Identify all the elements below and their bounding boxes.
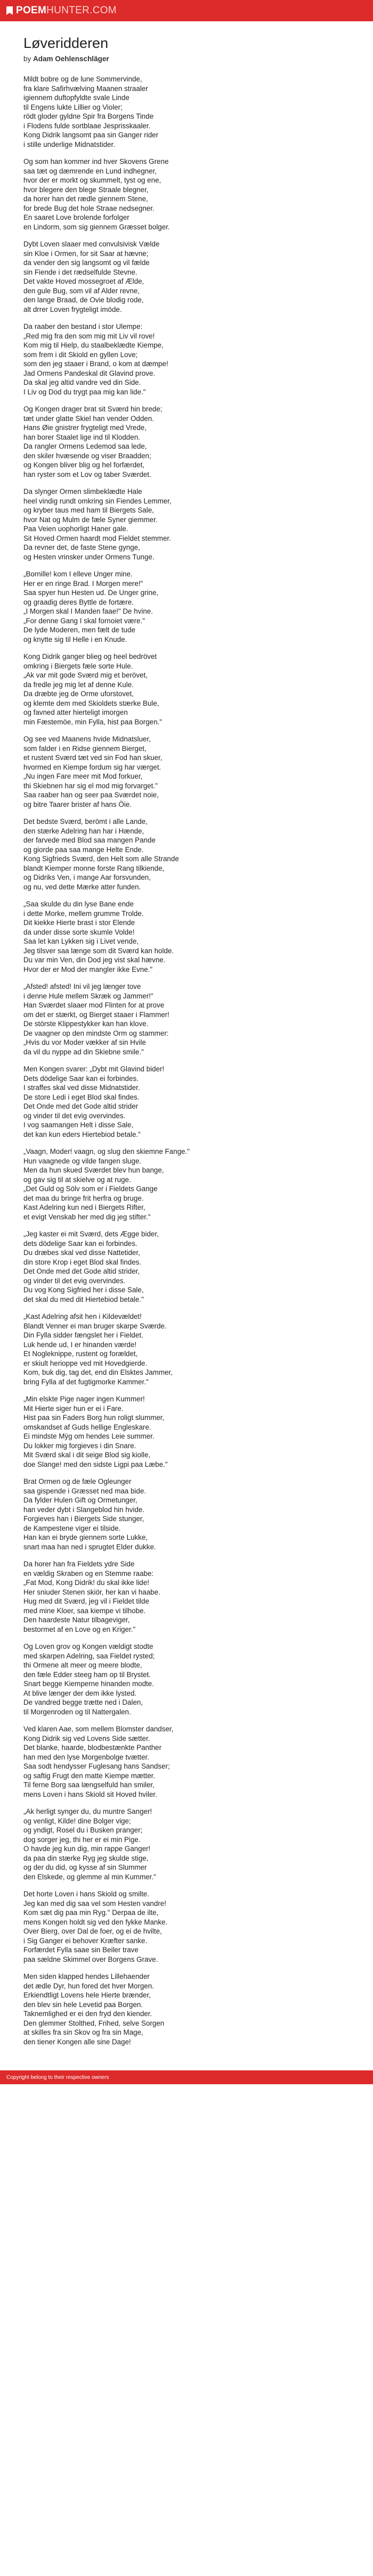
poem-line: Kong Didrik ganger blieg og heel bedrövet (23, 653, 157, 660)
poem-line: „Hvis du vor Moder vækker af sin Hvile (23, 1038, 146, 1046)
poem-line: Ei mindste Mÿg om hendes Leie summer. (23, 1432, 155, 1440)
poem-line: Sit Hoved Ormen haardt mod Fieldet stemmer. (23, 534, 171, 542)
poem-line: „Ak herligt synger du, du muntre Sanger! (23, 1807, 152, 1815)
poem-line: Hans Øie gnistrer frygteligt med Vrede, (23, 424, 147, 432)
poem-line: hvor Nat og Mulm de fæle Syner giemmer. (23, 515, 158, 524)
poem-line: den gule Bug, som vil af Alder revne, (23, 286, 140, 295)
poem-line: Et Nogleknippe, rustent og forældet, (23, 1350, 138, 1358)
poem-line: De store Ledi i eget Blod skal findes. (23, 1093, 140, 1101)
poem-line: der farvede med Blod saa mangen Pande (23, 836, 156, 844)
poem-line: i stille underlige Midnatstider. (23, 140, 115, 148)
poem-line: Forgieves han i Biergets Side stunger, (23, 1515, 144, 1523)
poem-line: Du vog Kong Sigfried her i disse Sale, (23, 1286, 144, 1294)
poem-line: da paa din stærke Ryg jeg skulde stige, (23, 1854, 149, 1862)
poem-line: saa tæt og dæmrende en Lund indhegner, (23, 167, 157, 175)
poem-line: Hist paa sin Faders Borg hun roligt slummer, (23, 1414, 165, 1422)
poem-line: i Sig Ganger ei behover Kræfter sanke. (23, 1936, 148, 1945)
poem-line: mens Kongen holdt sig ved den fykke Manke. (23, 1918, 168, 1926)
poem-line: din store Krop i eget Blod skal findes. (23, 1258, 142, 1266)
poem-line: „Nu ingen Fare meer mit Mod forkuer, (23, 772, 143, 780)
stanza (23, 75, 350, 149)
poem-line: Da horer han fra Fieldets ydre Side (23, 1560, 135, 1568)
poem-line: da fredle jeg mig let af denne Kule. (23, 680, 134, 689)
poem-line: Ved klaren Aae, som mellem Blomster dandser, (23, 1725, 174, 1733)
stanza (23, 817, 350, 891)
poem-line: De lyde Moderen, men fælt de tude (23, 626, 135, 634)
poem-line: Og som han kommer ind hver Skovens Grene (23, 158, 169, 166)
stanza (23, 404, 350, 479)
poem-line: Da rangler Ormens Ledemod saa lede, (23, 442, 147, 450)
poem-line: og graadig deres Byttle de fortære. (23, 598, 134, 606)
poem-line: han veder dybt i Slangeblod hin hvide. (23, 1505, 145, 1514)
poem-line: „Kast Adelring afsit hen i Kildevældet! (23, 1312, 142, 1320)
poem-line: Her sniuder Stenen skiör, her kan vi haabe. (23, 1588, 160, 1596)
logo-main-text: POEM (16, 5, 47, 16)
poem-line: til Engens lukte Lillier og Violer; (23, 103, 123, 111)
poem-line: og klemte dem med Skioldets stærke Bule, (23, 699, 159, 707)
poem-line: De vaagner op den mindste Orm og stammer: (23, 1029, 169, 1037)
poem-line: som frem i dit Skiold en gyllen Love; (23, 350, 138, 359)
poem-line: I vog saamangen Helt i disse Sale, (23, 1121, 134, 1129)
poem-line: mens Loven i hans Skiold sit Hoved hviler. (23, 1790, 157, 1798)
stanza (23, 1147, 350, 1221)
poem-line: Dybt Loven slaaer med convulsivisk Vælde (23, 240, 160, 248)
poem-line: til Morgenroden og til Nattergalen. (23, 1707, 131, 1716)
poem-line: Kast Adelring kun ned i Biergets Rifter, (23, 1203, 145, 1211)
poem-line: Men siden klapped hendes Lillehaender (23, 1972, 150, 1980)
poem-line: han borer Staalet lige ind til Klodden. (23, 433, 140, 441)
poem-line: Din Fylla sidder fængslet her i Fieldet. (23, 1331, 143, 1339)
poem-line: „I Morgen skal I Manden faae!" De hvine. (23, 607, 153, 615)
poem-line: i dette Morke, mellem grumme Trolde. (23, 909, 144, 918)
poem-line: Mit Sværd skal i dit seige Blod sig kiolle, (23, 1451, 151, 1459)
poem-line: Saa spyer hun Hesten ud. De Unger grine, (23, 589, 159, 597)
poem-line: og knytte sig til Helle i en Knude. (23, 635, 127, 643)
poem-body (23, 75, 350, 2046)
poem-line: i denne Hule mellem Skræk og Jammer!" (23, 992, 153, 1000)
poem-line: Da revner det, de faste Stene gynge, (23, 543, 140, 551)
poem-line: Kong Didrik langsomt paa sin Ganger rider (23, 131, 159, 139)
poem-line: da horer han det rædle giennem Stene, (23, 195, 148, 203)
poem-line: At blive længer der dem ikke lysted. (23, 1689, 137, 1697)
poem-line: paa sældne Skimmel over Borgens Grave. (23, 1955, 158, 1963)
poem-line: hvormed en Kiempe fordum sig har værget. (23, 763, 161, 771)
stanza (23, 1394, 350, 1469)
site-footer (0, 2070, 373, 2084)
poem-content (0, 21, 373, 2065)
poem-line: omkring i Biergets fæle sorte Hule. (23, 662, 133, 670)
poem-line: sin Kloe i Ormen, for sit Saar at hævne; (23, 249, 149, 258)
poem-line: Du lokker mig forgieves i din Snare. (23, 1441, 136, 1450)
poem-line: Du dræbes skal ved disse Nattetider, (23, 1249, 140, 1257)
poem-line: Du var min Ven, din Dod jeg vist skal hævne. (23, 956, 166, 964)
poem-line: at skilles fra sin Skov og fra sin Mage, (23, 2028, 143, 2036)
poem-line: det kan kun eders Hiertebiod betale." (23, 1130, 141, 1138)
poem-line: doe Slange! med den sidste Ligpi paa Læbe." (23, 1460, 168, 1468)
stanza (23, 1477, 350, 1551)
poem-line: den Elskede, og glemme al min Kummer." (23, 1872, 156, 1881)
poem-line: det maa du bringe frit herfra og bruge. (23, 1194, 144, 1202)
stanza (23, 1889, 350, 1964)
poem-line: og Kongen bliver blig og hel forfærdet, (23, 461, 145, 469)
stanza (23, 1064, 350, 1139)
poem-line: „Det Guld og Sölv som er i Fieldets Gange (23, 1185, 158, 1193)
poem-line: og Didriks Ven, i mange Aar forsvunden, (23, 873, 151, 881)
stanza (23, 487, 350, 562)
poem-line: saa gispende i Græsset ned maa bide. (23, 1487, 147, 1495)
poem-line: I straffes skal ved disse Midnatstider. (23, 1084, 140, 1092)
poem-line: alt drrer Loven frygteligt imöde. (23, 305, 122, 313)
poem-line: Men Kongen svarer: „Dybt mit Glavind bider! (23, 1065, 165, 1073)
poem-line: da under disse sorte skumle Volde! (23, 928, 135, 936)
poem-line: Den haardeste Natur tilbageviger, (23, 1616, 130, 1624)
poem-line: med mine Kloer, saa kiempe vi tilhobe. (23, 1606, 146, 1615)
poem-line: og giorde paa saa mange Helte Ende. (23, 845, 144, 854)
poem-line: Snart begge Kiemperne hinanden modte. (23, 1680, 154, 1688)
stanza (23, 652, 350, 726)
poem-line: Og Loven grov og Kongen vældigt stodte (23, 1642, 153, 1650)
poem-line: dets dödelige Saar kan ei forbindes. (23, 1239, 137, 1248)
bookmark-icon (6, 6, 13, 15)
poem-line: i Flodens fulde sortblaae Jesprisskaaler. (23, 121, 151, 130)
poem-line: Og see ved Maanens hvide Midnatsluer, (23, 735, 151, 743)
poem-line: Kong Didrik sig ved Lovens Side sætter. (23, 1734, 150, 1743)
poem-line: om det er stærkt, og Bierget staaer i Flammer! (23, 1010, 169, 1019)
poem-line: thi Skiebnen har sig el mod mig forvarget." (23, 781, 158, 790)
poem-line: sin Fiende i det rædselfulde Stevne. (23, 268, 137, 276)
poem-line: Dit kiekke Hierte brast i stor Elende (23, 919, 135, 927)
poem-line: den fæle Edder steeg ham op til Brystet. (23, 1670, 151, 1679)
poem-byline (23, 55, 350, 63)
poem-line: „Vaagn, Moder! vaagn, og slug den skiemne Fange." (23, 1147, 190, 1155)
stanza (23, 1807, 350, 1881)
poem-line: Taknemlighed er ei den fryd den kiender. (23, 2010, 152, 2018)
logo-accent-text: HUNTER.COM (46, 5, 117, 16)
by-label: by (23, 55, 31, 63)
poem-line: fra klare Safirhvælving Maanen straaler (23, 84, 148, 93)
poem-line: Mit Hierte siger hun er ei i Fare. (23, 1404, 124, 1413)
poem-line: og yndigt, Rosel du i Busken pranger; (23, 1826, 143, 1834)
poem-line: omskandset af Guds hellige Engleskare. (23, 1423, 151, 1431)
poem-line: I Liv og Dod du trygt paa mig kan lide." (23, 387, 146, 396)
poem-line: „Fat Mod, Kong Didrik! du skal ikke lide! (23, 1579, 149, 1587)
stanza (23, 157, 350, 232)
poem-line: heel vindig rundt omkring sin Fiendes Lemmer, (23, 497, 172, 505)
poem-line: og saftig Frugt den matte Kiempe mætter. (23, 1771, 156, 1780)
poem-line: og bitre Taarer brister af hans Öie. (23, 800, 132, 808)
poem-line: Da skal jeg altid vandre ved din Side. (23, 378, 141, 386)
poem-line: „Saa skulde du din lyse Bane ende (23, 900, 134, 908)
poem-line: Da fylder Hulen Gift og Ormetunger, (23, 1496, 137, 1504)
poem-line: han ryster som et Lov og taber Sværdet. (23, 470, 151, 478)
poem-line: Kom mig til Hielp, du staalbeklædte Kiempe, (23, 341, 164, 349)
poem-line: De vandred begge trætte ned i Dalen, (23, 1698, 143, 1706)
poem-line: Jad Ormens Pandeskal dit Glavind prove. (23, 369, 156, 377)
poem-line: Kong Sigfrieds Sværd, den Helt som alle Strande (23, 855, 179, 863)
poem-line: med skarpen Adelring, saa Fieldet rysted; (23, 1652, 155, 1660)
poem-line: Jeg tilsver saa længe som dit Sværd kan holde. (23, 946, 174, 955)
poem-line: Det Onde med det Gode altid strider, (23, 1267, 140, 1275)
poem-line: Da dræbte jeg de Orme uforstovet, (23, 690, 134, 698)
poem-line: som den jeg staaer i Brand, o kom at dæmpe! (23, 360, 168, 368)
poem-line: de Kampestene viger ei tilside. (23, 1524, 121, 1532)
poem-line: Her er en ringe Brad. I Morgen mere!" (23, 579, 143, 588)
poem-line: den tiener Kongen alle sine Dage! (23, 2037, 131, 2046)
poem-line: Kom, buk dig, tag det, end din Elsktes Jammer, (23, 1368, 173, 1376)
poem-line: Det blanke, haarde, blodbestænkte Panther (23, 1744, 162, 1752)
poem-line: Det Onde med det Gode altid strider (23, 1102, 139, 1110)
poem-line: Blandt Venner ei man bruger skarpe Sværde. (23, 1322, 167, 1330)
poem-line: det skal du med dit Hiertebiod betale." (23, 1295, 144, 1303)
poem-line: en Lindorm, som sig giennem Græsset bolger. (23, 222, 170, 231)
author-name[interactable]: Adam Oehlenschläger (33, 55, 109, 63)
poem-line: Og Kongen drager brat sit Sværd hin brede; (23, 405, 163, 413)
poem-line: Da raaber den bestand i stor Ulempe: (23, 323, 143, 331)
poem-line: en vældig Skraben og en Stemme raabe: (23, 1569, 154, 1578)
poem-title: Løveridderen (23, 35, 109, 51)
poem-line: Det vakte Hoved mossegroet af Ælde, (23, 277, 144, 285)
poem-line: „Afsted! afsted! Ini vil jeg længer tove (23, 982, 141, 990)
poem-line: Den glemmer Stolthed, Frihed, selve Sorgen (23, 2019, 165, 2027)
site-logo[interactable] (6, 5, 117, 16)
poem-line: da vil du nyppe ad din Skiebne smile." (23, 1047, 144, 1056)
copyright-text: Copyright belong to their respective owners (6, 2074, 109, 2080)
poem-line: Til ferne Borg saa længselfuld han smiler, (23, 1781, 155, 1789)
stanza (23, 734, 350, 809)
poem-line: Over Bierg, over Dal de foer, og ei de hvilte, (23, 1927, 162, 1935)
poem-line: hvor blegere den blege Straale blegner, (23, 185, 149, 194)
poem-line: bring Fylla af det fugtigmorke Kammer." (23, 1377, 149, 1386)
poem-line: Det horte Loven i hans Skiold og smilte. (23, 1890, 149, 1898)
poem-line: Brat Ormen og de fæle Ogleunger (23, 1477, 132, 1485)
stanza (23, 1312, 350, 1386)
poem-line: „Bornille! kom I elleve Unger mine. (23, 570, 133, 578)
poem-line: rödt gloder gyldne Spir fra Borgens Tinde (23, 112, 154, 120)
poem-line: og vinder til det evig overvindes. (23, 1111, 126, 1120)
poem-line: blandt Kiemper monne forste Rang tilkiende, (23, 864, 165, 872)
poem-line: og venligt, Kilde! dine Bolger vige; (23, 1817, 131, 1825)
poem-line: et rustent Sværd tæt ved sin Fod han skuer, (23, 754, 163, 762)
poem-line: og nu, ved dette Mærke atter funden. (23, 882, 141, 891)
poem-line: den skiler hvæsende og viser Braadden; (23, 451, 151, 460)
poem-line: han med den lyse Morgenbolge tvætter. (23, 1753, 149, 1761)
poem-line: Jeg kan med dig saa vel som Hesten vandre! (23, 1899, 166, 1908)
poem-line: Luk hende ud, I er hinanden værde! (23, 1340, 137, 1349)
poem-line: Paa Veien uophorligt Haner gale. (23, 525, 128, 533)
poem-line: Dets dödelige Saar kan ei forbindes. (23, 1074, 139, 1083)
poem-line: og favned atter hierteligt imorgen (23, 708, 128, 716)
poem-line: og der du did, og kysse af sin Slummer (23, 1863, 147, 1871)
poem-line: En saaret Love brolende forfolger (23, 213, 129, 221)
stanza (23, 1229, 350, 1304)
poem-line: Hvor der er Mod der mangler ikke Evne." (23, 965, 153, 973)
poem-line: Saa raaber han og seer paa Sværdet noie, (23, 791, 159, 799)
poem-line: den blev sin hele Levetid paa Borgen. (23, 2000, 143, 2009)
poem-line: Kom sæt dig paa min Ryg." Derpaa de ilte, (23, 1909, 159, 1917)
poem-line: „Ak var mit gode Sværd mig et berövet, (23, 671, 148, 679)
poem-line: Mildt bobre og de lune Sommervinde, (23, 75, 142, 83)
poem-line: Saa let kan Lykken sig i Livet vende, (23, 937, 139, 945)
poem-line: min Fæstemöe, min Fylla, hist paa Borgen." (23, 717, 163, 726)
poem-line: og vinder til det evig overvindes. (23, 1276, 126, 1285)
poem-line: den lange Braad, de Ovie blodig rode, (23, 296, 144, 304)
poem-line: den stærke Adelring han har i Hænde, (23, 827, 144, 835)
poem-line: og Hesten vrinsker under Ormens Tunge. (23, 552, 155, 561)
poem-line: „For denne Gang I skal fornoiet være." (23, 616, 145, 625)
poem-line: Hun vaagnede og vilde fangen sluge. (23, 1157, 142, 1165)
poem-line: Han kan ei bryde giennem sorte Lukke, (23, 1533, 148, 1541)
poem-line: snart maa han ned i sprugtet Elder dukke. (23, 1542, 156, 1551)
poem-line: Hug med dit Sværd, jeg vil i Fieldet tilde (23, 1597, 149, 1605)
stanza (23, 1972, 350, 2046)
stanza (23, 982, 350, 1056)
poem-line: thi Ormene alt meer og meere blodte, (23, 1661, 142, 1669)
poem-line: „Min elskte Pige nager ingen Kummer! (23, 1395, 145, 1403)
poem-line: Men da hun skued Sværdet blev hun bange, (23, 1166, 164, 1174)
poem-line: og kryber taus med ham til Biergets Sale, (23, 506, 154, 514)
poem-line: et evigt Venskab her med dig jeg stifter." (23, 1212, 151, 1221)
poem-line: som falder i en Ridse giennem Bierget, (23, 744, 147, 753)
poem-line: igiennem duftopfyldte svale Linde (23, 94, 129, 102)
poem-line: er skiult herioppe ved mit Hovedgierde. (23, 1359, 148, 1367)
stanza (23, 899, 350, 974)
poem-line: tæt under glatte Skiel han vender Odden. (23, 414, 154, 423)
stanza (23, 322, 350, 397)
poem-line: og gav sig til at skielve og at ruge. (23, 1175, 131, 1184)
poem-line: O havde jeg kun dig, min rappe Ganger! (23, 1845, 151, 1853)
poem-line: Saa sodt hendysser Fuglesang hans Sandser; (23, 1762, 170, 1770)
poem-line: „Red mig fra den som mig mit Liv vil rove! (23, 332, 155, 340)
site-header (0, 0, 373, 21)
poem-line: De störste Klippestykker kan han klove. (23, 1020, 149, 1028)
poem-line: for brede Bug det hole Straae nedsegner. (23, 204, 155, 212)
poem-line: Han Sværdet slaaer mod Flinten for at prove (23, 1001, 165, 1009)
stanza (23, 1724, 350, 1799)
poem-line: hvor der er morkt og skummelt, tyst og ene, (23, 176, 161, 184)
poem-line: dog sorger jeg, thi her er ei min Pige. (23, 1835, 141, 1844)
poem-line: Erkiendtligt Lovens hele Hierte brænder, (23, 1991, 151, 1999)
poem-line: Da slynger Ormen slimbeklædte Hale (23, 488, 142, 496)
stanza (23, 569, 350, 644)
poem-line: „Jeg kaster ei mit Sværd, dets Ægge bider, (23, 1230, 159, 1238)
poem-line: det ædle Dyr, hun fored det hver Morgen. (23, 1981, 154, 1990)
poem-line: da vender den sig langsomt og vil fælde (23, 259, 150, 267)
stanza (23, 1642, 350, 1716)
stanza (23, 240, 350, 314)
poem-line: Det bedste Sværd, berömt i alle Lande, (23, 818, 148, 825)
poem-line: bestormet af en Love og en Kriger." (23, 1625, 136, 1633)
poem-line: Forfærdet Fylla saae sin Beiler trave (23, 1946, 139, 1954)
stanza (23, 1559, 350, 1634)
